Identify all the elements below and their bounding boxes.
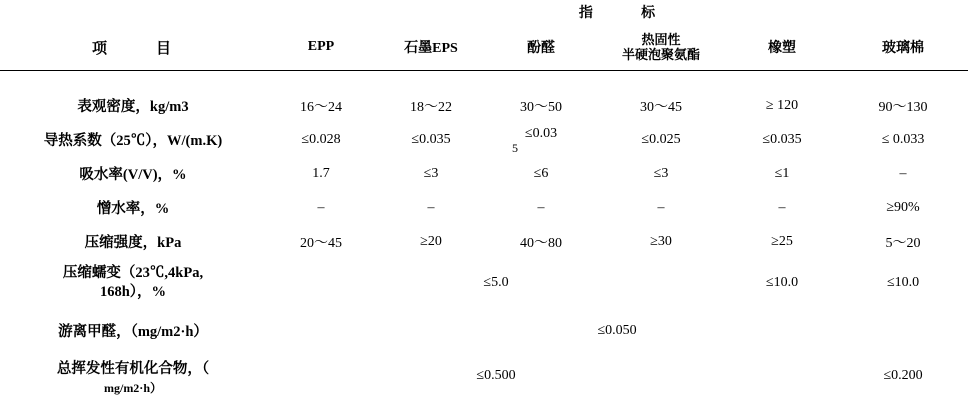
cell-thermal-conductivity-phenolic [486,123,596,157]
item-header-part2: 目 [156,40,175,57]
table-header-row [0,24,968,71]
cell-free-formaldehyde-merged: ≤0.050 [597,322,637,338]
cell-thermal-conductivity-graphite-eps: ≤0.035 [411,131,451,147]
row-label-thermal-conductivity: 导热系数（25℃），W/(m.K) [43,133,223,149]
cell-tvoc-rubber-plastic [726,352,838,400]
cell-tvoc-merged: ≤0.500 [476,367,516,383]
phenolic-thermal-value-line2: 5 [512,140,518,155]
cell-apparent-density-thermoset-pu: 30～45 [640,99,682,115]
row-label-compressive-strength: 压缩强度，kPa [84,235,182,251]
column-header-glass-wool: 玻璃棉 [838,24,968,71]
tvoc-label-line2: mg/m2·h） [103,380,162,395]
thermoset-pu-label [596,32,726,63]
cell-hydrophobicity-graphite-eps: – [427,199,435,215]
table-row [0,355,968,403]
group-header-label: 指 标 [578,6,678,21]
cell-compressive-strength-epp: 20～45 [300,235,342,251]
cell-thermal-conductivity-epp: ≤0.028 [301,131,341,147]
cell-apparent-density-graphite-eps: 18～22 [410,99,452,115]
table-row [0,225,968,259]
cell-hydrophobicity-glass-wool: ≥90% [886,199,920,215]
group-header-cell [266,0,968,24]
row-label-apparent-density: 表观密度，kg/m3 [77,99,189,115]
cell-compressive-creep-merged: ≤5.0 [483,274,509,290]
cell-apparent-density-rubber-plastic: ≥ 120 [765,97,799,113]
cell-tvoc-glass-wool: ≤0.200 [883,367,923,383]
cell-water-absorption-graphite-eps: ≤3 [423,165,439,181]
column-header-phenolic: 酚醛 [486,24,596,71]
phenolic-thermal-value-line1: ≤0.03 [524,125,558,141]
tvoc-label-line1: 总挥发性有机化合物，（ [56,361,210,378]
cell-thermal-conductivity-glass-wool: ≤ 0.033 [881,131,925,147]
compressive-creep-label-line1: 压缩蠕变（23℃,4kPa, [62,265,204,282]
compressive-creep-label-line2: 168h），% [99,283,167,300]
cell-hydrophobicity-rubber-plastic: – [778,199,786,215]
cell-water-absorption-thermoset-pu: ≤3 [653,165,669,181]
table-row [0,191,968,225]
cell-water-absorption-rubber-plastic: ≤1 [774,165,790,181]
cell-compressive-strength-glass-wool: 5～20 [885,235,921,251]
cell-thermal-conductivity-rubber-plastic: ≤0.035 [762,131,802,147]
table-row [0,307,968,355]
row-label-water-absorption: 吸水率(V/V)，% [79,167,187,183]
cell-compressive-creep-rubber-plastic: ≤10.0 [765,274,799,290]
cell-compressive-strength-thermoset-pu: ≥30 [650,233,672,249]
header-body-spacer [0,71,968,89]
table-row [0,123,968,157]
table-row [0,259,968,307]
thermoset-pu-label-line2: 半硬泡聚氨酯 [621,47,700,62]
cell-compressive-strength-graphite-eps: ≥20 [420,233,442,249]
tvoc-label [57,360,209,396]
group-header-spacer [0,0,266,24]
column-header-item [0,24,266,71]
compressive-creep-label [63,264,203,300]
cell-water-absorption-epp: 1.7 [312,165,330,181]
cell-compressive-strength-phenolic: 40～80 [520,235,562,251]
header-body-spacer-row [0,71,968,89]
row-label-tvoc [0,355,266,403]
cell-apparent-density-glass-wool: 90～130 [878,99,928,115]
column-header-epp: EPP [266,24,376,71]
cell-thermal-conductivity-thermoset-pu: ≤0.025 [641,131,681,147]
cell-hydrophobicity-thermoset-pu: – [657,199,665,215]
cell-compressive-strength-rubber-plastic: ≥25 [771,233,793,249]
cell-compressive-creep-glass-wool: ≤10.0 [886,274,920,290]
table-row [0,89,968,123]
row-label-hydrophobicity: 憎水率，% [96,201,170,217]
table-row [0,157,968,191]
thermoset-pu-label-line1: 热固性 [641,31,681,47]
item-header-inner [92,37,174,58]
cell-hydrophobicity-epp: – [317,199,325,215]
table-group-header-row [0,0,968,24]
row-label-compressive-creep [0,259,266,307]
item-header-part1: 项 [91,40,110,57]
cell-water-absorption-phenolic: ≤6 [533,165,549,181]
cell-hydrophobicity-phenolic: – [537,199,545,215]
column-header-thermoset-pu [596,24,726,71]
cell-apparent-density-epp: 16～24 [300,99,342,115]
column-header-graphite-eps: 石墨EPS [376,24,486,71]
column-header-rubber-plastic: 橡塑 [726,24,838,71]
cell-apparent-density-phenolic: 30～50 [520,99,562,115]
phenolic-thermal-value [486,126,596,154]
cell-water-absorption-glass-wool: – [899,165,907,181]
row-label-free-formaldehyde: 游离甲醛，（mg/m2·h） [58,324,208,340]
